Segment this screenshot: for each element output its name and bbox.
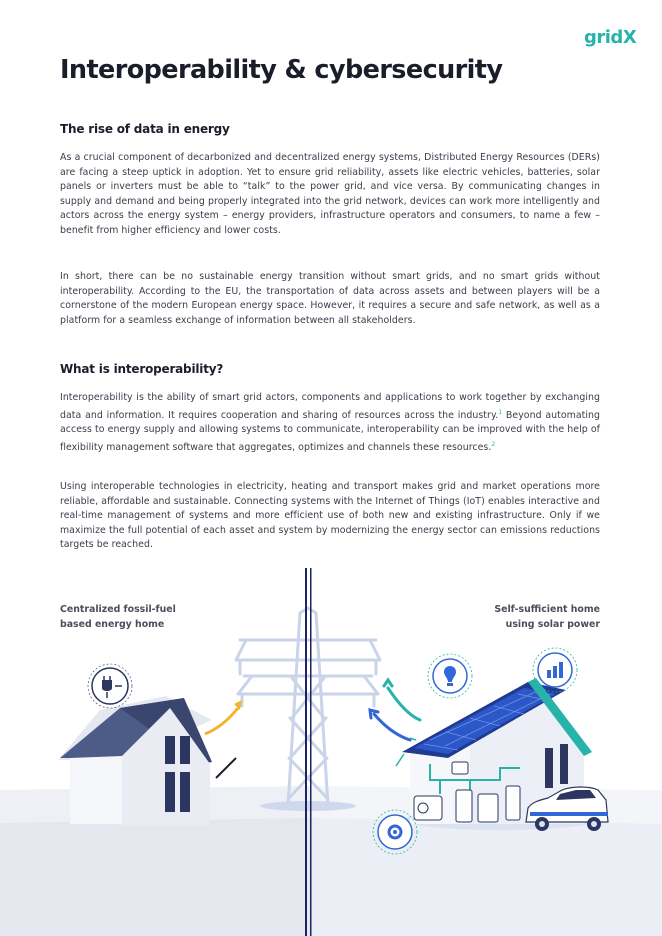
- footnote-ref-2[interactable]: 2: [491, 440, 496, 448]
- caption-line: Self-sufficient home: [494, 604, 600, 615]
- paragraph-text-part: Interoperability is the ability of smart grid actors, components and applications to work together by exchanging data and information. It requires cooperation and sharing of resources across the industry.: [60, 392, 600, 421]
- paragraph-interoperability-2: Using interoperable technologies in electricity, heating and transport makes grid and market operations more reliable, affordable and sustainable. Connecting systems with the Internet of Things (IoT) enables interactive and real-time management of systems and more efficient use of both new and existing infrastructure. Only if we maximize the full potential of each asset and system by modernizing the energy sector can emissions reductions targets be reached.: [60, 481, 600, 551]
- paragraph-interoperability-1: [60, 391, 600, 456]
- smart-bulb-icon: [428, 654, 472, 698]
- page-title: Interoperability & cybersecurity: [60, 55, 503, 85]
- caption-line: using solar power: [505, 619, 600, 630]
- power-pylon: [236, 608, 380, 811]
- gridx-logo: gridX: [584, 27, 637, 48]
- caption-centralized-fossil-fuel: [60, 602, 176, 632]
- paragraph-text-part: Beyond automating access to energy supply and allowing systems to communicate, interoperability can be improved with the help of flexibility management software that aggregates, optimizes and channels these resources.: [60, 409, 600, 454]
- section-heading-what-is-interoperability: What is interoperability?: [60, 362, 224, 376]
- energy-flow-arrows: [370, 680, 420, 740]
- caption-self-sufficient-home: [470, 602, 600, 632]
- section-heading-rise-of-data: The rise of data in energy: [60, 122, 230, 136]
- paragraph-rise-of-data-2: In short, there can be no sustainable energy transition without smart grids, and no smart grids without interoperability. According to the EU, the transportation of data across assets and between players will be a cornerstone of the modern European energy space. However, it requires a secure and safe network, as well as a platform for a seamless exchange of information between all stakeholders.: [60, 271, 600, 326]
- caption-line: Centralized fossil-fuel: [60, 604, 176, 615]
- plug-icon: [88, 664, 132, 708]
- footnote-ref-1[interactable]: 1: [498, 408, 503, 416]
- paragraph-rise-of-data-1: As a crucial component of decarbonized and decentralized energy systems, Distributed Energy Resources (DERs) are facing a steep uptick in adoption. Yet to ensure grid reliability, assets like electric vehicles, batteries, solar panels or inverters must be able to “talk” to the power grid, and vice versa. By communicating changes in supply and demand and being properly integrated into the grid network, devices can work more intelligently and actors across the energy system – energy providers, infrastructure operators and consumers, to name a few – benefit from higher efficiency and lower costs.: [60, 152, 600, 236]
- caption-line: based energy home: [60, 619, 165, 630]
